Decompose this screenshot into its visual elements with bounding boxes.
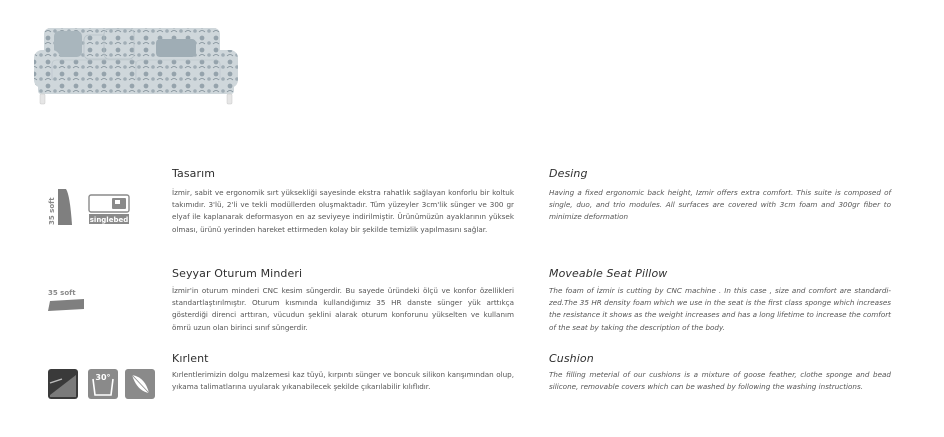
seat-cushion-firmness-label: 35 soft	[48, 289, 76, 297]
section-title-en-seat-pillow: Moveable Seat Pillow	[549, 267, 668, 280]
section-title-en-design: Desing	[549, 167, 588, 180]
back-firmness-label: 35 soft	[48, 197, 56, 225]
section-text-tr-design: İzmir, sabit ve ergonomik sırt yüksekliği sayesinde ekstra rahatlık sağlayan konforlu bir koltuk takımıdır. 3'lü, 2'li ve tekli modüllerden oluşmaktadır. Tüm yüzeyler 3cm'lik sünger ve 300 gr elyaf ile kaplanarak deformasyon en az seviyeye indirilmiştir. Ürünümüzün ayaklarının yüksek olması, ürünü yerinden hareket ettirmeden kolay bir şekilde temizlik yapılmasını sağlar.	[172, 188, 514, 234]
singlebed-label: singlebed	[89, 216, 129, 224]
back-firmness-icon	[48, 187, 78, 227]
seat-cushion-firmness-icon	[46, 287, 86, 313]
section-text-tr-seat-pillow: İzmir'in oturum minderi CNC kesim süngerdir. Bu sayede üründeki ölçü ve konfor özellikleri standartlaştırılmıştır. Oturum kısmında kullandığımız 35 HR danste sünger yük arttıkça gösterdiği direnci arttıran, vücudun şeklini alarak oturum konforunu yükselten ve kullanım ömrü uzun olan birinci sınıf süngerdir.	[172, 286, 514, 332]
section-title-tr-cushion: Kırlent	[172, 352, 209, 365]
section-text-en-cushion: The filling meterial of our cushions is a mixture of goose feather, clothe sponge and bead silicone, removable covers which can be washed by following the washing instructions.	[549, 370, 891, 392]
section-text-en-design: Having a fixed ergonomic back height, Izmir offers extra comfort. This suite is composed of single, duo, and trio modules. All surfaces are covered with 3cm foam and 300gr fiber to minimize deformation	[549, 188, 891, 222]
removable-cover-icon	[48, 369, 78, 399]
section-text-en-seat-pillow: The foam of İzmir is cutting by CNC machine . In this case , size and comfort are standardi-zed.The 35 HR density foam which we use in the seat is the first class sponge which increases the resistance it shows as the weight increases and has a long lifetime to increase the comfort of the seat by taking the description of the body.	[549, 286, 891, 332]
feather-icon	[125, 369, 155, 399]
section-title-tr-design: Tasarım	[172, 167, 216, 180]
section-text-tr-cushion: Kırlentlerimizin dolgu malzemesi kaz tüyü, kırpıntı sünger ve boncuk silikon karışımından olup, yıkama talimatlarına uyularak yıkanabilecek şekilde çıkarılabilir kılıflıdır.	[172, 370, 514, 392]
section-title-tr-seat-pillow: Seyyar Oturum Minderi	[172, 267, 303, 280]
wash-30-label: 30°	[95, 373, 111, 382]
section-title-en-cushion: Cushion	[549, 352, 594, 365]
sofa-image	[30, 22, 242, 108]
singlebed-icon	[88, 194, 130, 226]
wash-30-icon	[88, 369, 118, 399]
